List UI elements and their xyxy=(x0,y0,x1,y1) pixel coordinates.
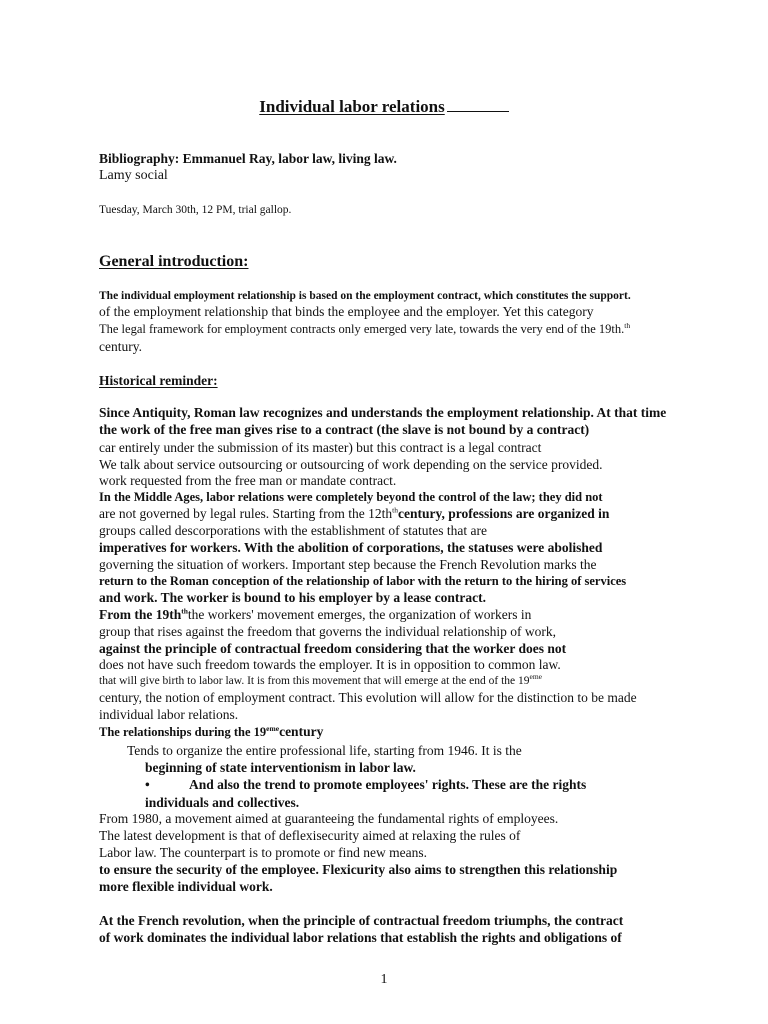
closing-line-4: to ensure the security of the employee. Flexicurity also aims to strengthen this relationship xyxy=(99,862,618,877)
history-line-13 xyxy=(99,607,531,623)
history-line-19: individual labor relations. xyxy=(99,707,239,722)
page-title xyxy=(0,97,768,117)
history-line-8: groups called descorporations with the establishment of statutes that are xyxy=(99,523,488,538)
intro-line-3 xyxy=(99,321,630,337)
historical-heading: Historical reminder: xyxy=(99,373,218,388)
sup-eme-1: eme xyxy=(529,672,543,682)
history-line-7-a: are not governed by legal rules. Starting from the 12th xyxy=(99,506,393,521)
history-line-20-b: century xyxy=(279,724,324,739)
intro-line-4: century. xyxy=(99,339,142,354)
sup-th-1: th xyxy=(392,505,399,515)
lamy-line: Lamy social xyxy=(99,168,168,183)
history-line-1: Since Antiquity, Roman law recognizes and understands the employment relationship. At that time xyxy=(99,405,667,420)
history-line-16: does not have such freedom towards the employer. It is in opposition to common law. xyxy=(99,657,561,672)
closing-line-5: more flexible individual work. xyxy=(99,879,273,894)
history-line-5: work requested from the free man or mandate contract. xyxy=(99,473,397,488)
closing-line-1: From 1980, a movement aimed at guaranteeing the fundamental rights of employees. xyxy=(99,811,559,826)
history-line-9: imperatives for workers. With the abolition of corporations, the statuses were abolished xyxy=(99,540,603,555)
history-line-7 xyxy=(99,506,609,522)
page-number: 1 xyxy=(380,972,388,987)
list-line-1: Tends to organize the entire professional life, starting from 1946. It is the xyxy=(127,743,522,758)
title-text: Individual labor relations xyxy=(259,97,445,116)
history-line-17 xyxy=(99,673,542,689)
history-line-6: In the Middle Ages, labor relations were completely beyond the control of the law; they did not xyxy=(99,490,603,504)
closing-line-3: Labor law. The counterpart is to promote or find new means. xyxy=(99,845,428,860)
list-line-2: beginning of state interventionism in labor law. xyxy=(145,760,416,775)
history-line-13-a: From the 19th xyxy=(99,607,182,622)
history-line-3: car entirely under the submission of its master) but this contract is a legal contract xyxy=(99,440,542,455)
general-intro-heading: General introduction: xyxy=(99,253,249,270)
closing-line-7: of work dominates the individual labor relations that establish the rights and obligations of xyxy=(99,930,622,945)
history-line-15: against the principle of contractual freedom considering that the worker does not xyxy=(99,641,567,656)
history-line-17-text: that will give birth to labor law. It is from this movement that will emerge at the end of the 19 xyxy=(99,675,530,687)
list-line-3: And also the trend to promote employees' rights. These are the rights xyxy=(189,777,587,792)
history-line-12: and work. The worker is bound to his employer by a lease contract. xyxy=(99,590,487,605)
history-line-20-a: The relationships during the 19 xyxy=(99,725,267,739)
sup-eme-2: eme xyxy=(266,723,280,733)
title-underline xyxy=(447,97,509,112)
list-line-4: individuals and collectives. xyxy=(145,795,300,810)
history-line-7-b: century, professions are organized in xyxy=(398,506,610,521)
history-line-20 xyxy=(99,724,323,740)
closing-line-2: The latest development is that of deflexisecurity aimed at relaxing the rules of xyxy=(99,828,521,843)
history-line-4: We talk about service outsourcing or outsourcing of work depending on the service provided. xyxy=(99,457,603,472)
intro-line-2: of the employment relationship that binds the employee and the employer. Yet this category xyxy=(99,304,594,319)
history-line-18: century, the notion of employment contract. This evolution will allow for the distinction to be made xyxy=(99,690,637,705)
date-line: Tuesday, March 30th, 12 PM, trial gallop. xyxy=(99,204,292,216)
history-line-10: governing the situation of workers. Important step because the French Revolution marks the xyxy=(99,557,597,572)
intro-line-1: The individual employment relationship is based on the employment contract, which constitutes the support. xyxy=(99,290,631,302)
history-line-2: the work of the free man gives rise to a contract (the slave is not bound by a contract) xyxy=(99,422,590,437)
intro-sup: th xyxy=(624,320,631,330)
history-line-14: group that rises against the freedom that governs the individual relationship of work, xyxy=(99,624,557,639)
history-line-11: return to the Roman conception of the relationship of labor with the return to the hiring of services xyxy=(99,574,627,588)
sup-th-2: th xyxy=(181,606,188,616)
closing-line-6: At the French revolution, when the principle of contractual freedom triumphs, the contract xyxy=(99,913,624,928)
bibliography-line: Bibliography: Emmanuel Ray, labor law, living law. xyxy=(99,151,397,166)
history-line-13-b: the workers' movement emerges, the organization of workers in xyxy=(187,607,532,622)
list-bullet: • xyxy=(145,777,150,792)
intro-line-3-text: The legal framework for employment contracts only emerged very late, towards the very end of the 19th. xyxy=(99,322,625,336)
